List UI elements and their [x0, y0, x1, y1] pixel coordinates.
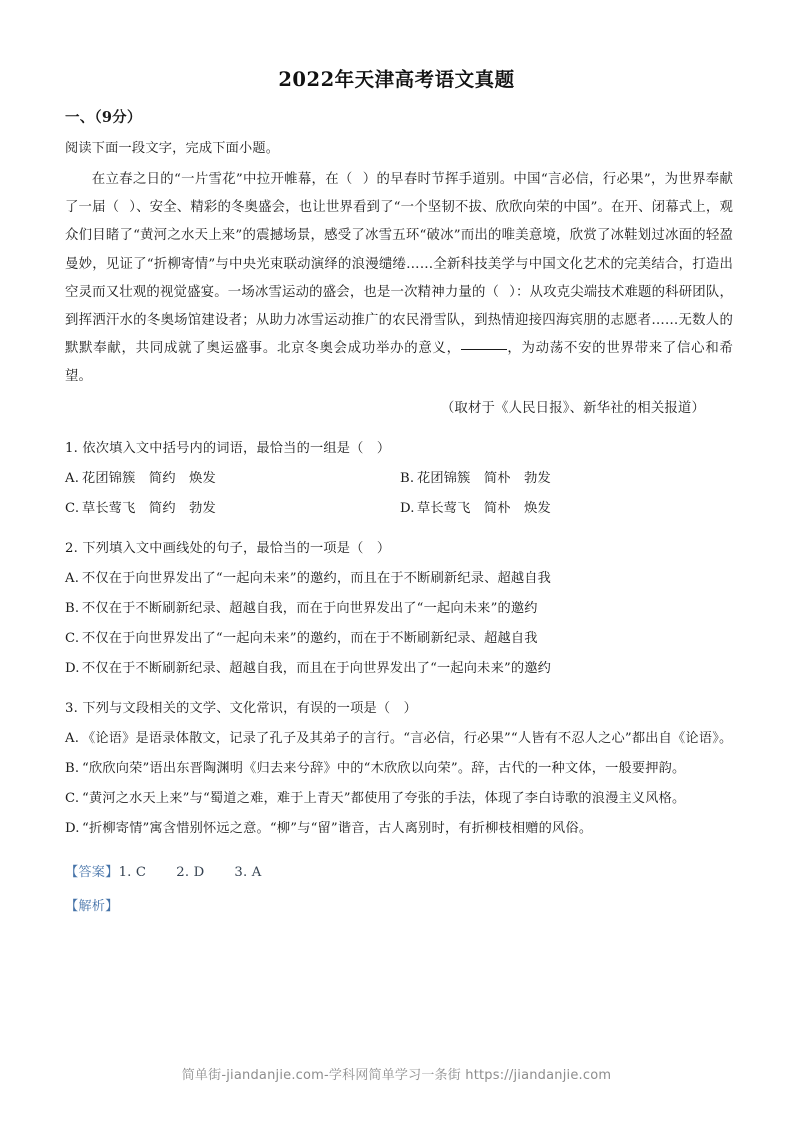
option-label: B.	[400, 470, 415, 486]
question-3-option-b[interactable]	[65, 754, 733, 784]
answer-tag: 【答案】	[65, 864, 119, 880]
option-text: 不仅在于向世界发出了“一起向未来”的邀约，而在于不断刷新纪录、超越自我	[82, 630, 538, 646]
option-text: 草长莺飞 简朴 焕发	[417, 500, 551, 516]
passage-segment-4: ）：从攻克尖端技术难题的科研团队，到挥洒汗水的冬奥场馆建设者；从助力冰雪运动推广的农民滑雪队，到热情迎接四海宾朋的志愿者……无数人的默默奉献，共同成就了奥运盛事。北京冬奥会成功举办的意义，	[65, 284, 733, 357]
question-1-option-a[interactable]	[65, 464, 400, 494]
reading-passage	[65, 166, 733, 392]
question-1-option-b[interactable]	[400, 464, 733, 494]
question-2-stem: 2. 下列填入文中画线处的句子，最恰当的一项是（ ）	[65, 540, 391, 556]
option-text: 草长莺飞 简约 勃发	[82, 500, 216, 516]
option-label: B.	[65, 760, 80, 776]
option-text: “黄河之水天上来”与“蜀道之难，难于上青天”都使用了夸张的手法，体现了李白诗歌的浪漫主义风格。	[82, 790, 686, 806]
question-3-option-c[interactable]	[65, 784, 733, 814]
option-label: D.	[65, 820, 80, 836]
question-2	[65, 534, 733, 684]
passage-segment-3: ）、安全、精彩的冬奥盛会，也让世界看到了“一个坚韧不拔、欣欣向荣的中国”。在开、闭幕式上，观众们目睹了“黄河之水天上来”的震撼场景，感受了冰雪五环“破冰”而出的唯美意境，欣赏了冰鞋划过冰面的轻盈曼妙，见证了“折柳寄情”与中央光束联动演绎的浪漫缱绻……全新科技美学与中国文化艺术的完美结合，打造出空灵而又壮观的视觉盛宴。一场冰雪运动的盛会，也是一次精神力量的（	[65, 200, 733, 300]
answer-item-1: 1. C	[118, 864, 147, 880]
question-3-stem: 3. 下列与文段相关的文学、文化常识，有误的一项是（ ）	[65, 700, 418, 716]
option-label: A.	[65, 470, 80, 486]
option-label: C.	[65, 790, 80, 806]
question-1	[65, 434, 733, 524]
question-2-option-c[interactable]	[65, 624, 733, 654]
passage-source: （取材于《人民日报》、新华社的相关报道）	[440, 400, 705, 416]
question-3-option-d[interactable]	[65, 814, 733, 844]
option-label: B.	[65, 600, 80, 616]
question-3-option-a[interactable]	[65, 724, 733, 754]
option-text: “折柳寄情”寓含惜别怀远之意。“柳”与“留”谐音，古人离别时，有折柳枝相赠的风俗。	[82, 820, 593, 836]
question-1-option-d[interactable]	[400, 494, 733, 524]
section-instruction: 阅读下面一段文字，完成下面小题。	[65, 141, 280, 156]
option-text: 花团锦簇 简约 焕发	[82, 470, 216, 486]
answer-item-2: 2. D	[176, 864, 205, 880]
option-text: 《论语》是语录体散文，记录了孔子及其弟子的言行。“言必信，行必果”“人皆有不忍人之心”都出自《论语》。	[82, 730, 733, 746]
option-label: A.	[65, 570, 80, 586]
option-text: 花团锦簇 简朴 勃发	[417, 470, 551, 486]
passage-segment-1: 在立春之日的“一片雪花”中拉开帷幕，在（	[91, 172, 353, 187]
option-label: A.	[65, 730, 80, 746]
question-2-option-d[interactable]	[65, 654, 733, 684]
question-3	[65, 694, 733, 844]
answer-item-3: 3. A	[234, 864, 262, 880]
option-label: C.	[65, 630, 80, 646]
option-text: 不仅在于不断刷新纪录、超越自我，而在于向世界发出了“一起向未来”的邀约	[82, 600, 538, 616]
question-1-stem: 1. 依次填入文中括号内的词语，最恰当的一组是（ ）	[65, 440, 391, 456]
page-title: 2022年天津高考语文真题	[278, 68, 515, 91]
footer-watermark: 简单街-jiandanjie.com-学科网简单学习一条街 https://jiandanjie.com	[181, 1068, 612, 1083]
answer-row	[65, 858, 733, 888]
document-body	[65, 105, 733, 922]
option-text: “欣欣向荣”语出东晋陶渊明《归去来兮辞》中的“木欣欣以向荣”。辞，古代的一种文体，一般要押韵。	[82, 760, 686, 776]
question-2-option-a[interactable]	[65, 564, 733, 594]
section-heading: 一、（9分）	[65, 109, 142, 126]
passage-segment-5: ，为动荡不安的世界带来了信心和希望。	[65, 341, 733, 385]
analysis-tag: 【解析】	[65, 898, 119, 914]
option-label: D.	[400, 500, 415, 516]
question-1-options	[65, 464, 733, 524]
question-2-option-b[interactable]	[65, 594, 733, 624]
option-label: D.	[65, 660, 80, 676]
option-label: C.	[65, 500, 80, 516]
passage-segment-2: ）的早春时节挥手道别。中国“言必信，行必果”，为世界奉献了一届（	[65, 172, 734, 216]
option-text: 不仅在于向世界发出了“一起向未来”的邀约，而且在于不断刷新纪录、超越自我	[82, 570, 552, 586]
option-text: 不仅在于不断刷新纪录、超越自我，而且在于向世界发出了“一起向未来”的邀约	[82, 660, 552, 676]
question-1-option-c[interactable]	[65, 494, 400, 524]
passage-underline-blank	[461, 349, 507, 350]
